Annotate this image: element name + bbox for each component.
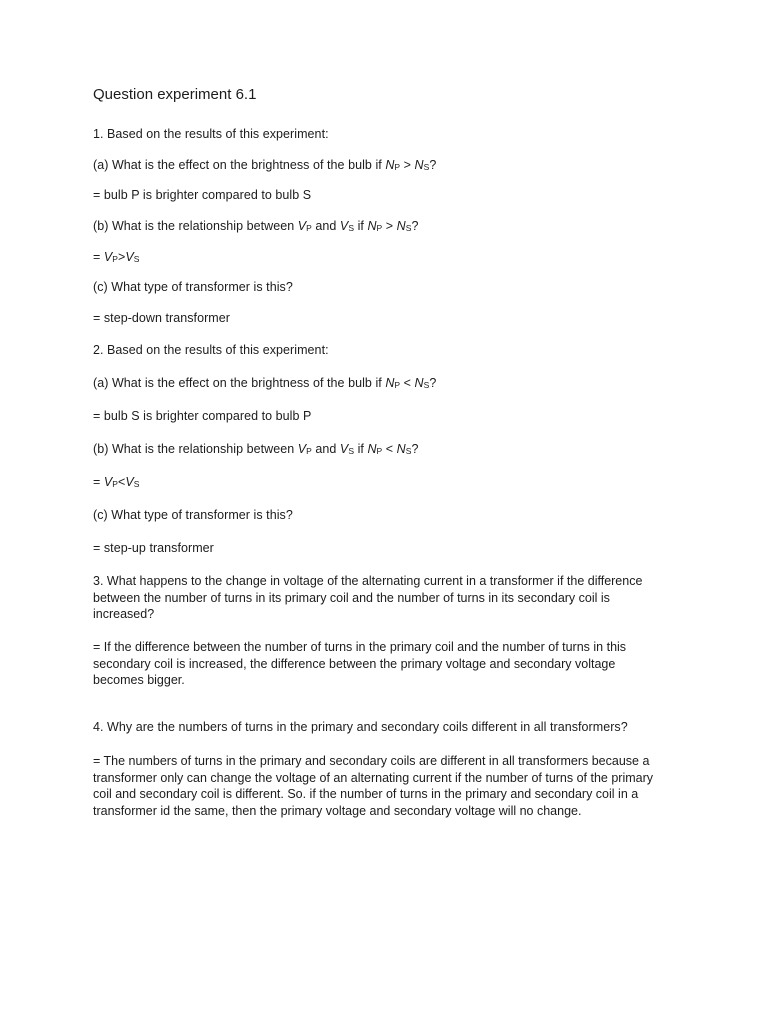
q1-b-answer: = $V_P>V_S$ <box>93 250 140 264</box>
q2-a-answer: = bulb S is brighter compared to bulb P <box>93 409 312 423</box>
q2-b-question: (b) What is the relationship between $V_P$ and $V_S$ if $N_P < N_S$? <box>93 442 419 456</box>
q1-intro: 1. Based on the results of this experiment: <box>93 127 329 141</box>
q3-question: 3. What happens to the change in voltage of the alternating current in a transformer if the difference between the number of turns in its primary coil and the number of turns in its secondary coil is increased? <box>93 574 643 621</box>
q4-answer: = The numbers of turns in the primary and secondary coils are different in all transformers because a transformer only can change the voltage of an alternating current if the number of turns of the primary coil and secondary coil is different. So. if the number of turns in the primary and secondary coil in a transformer id the same, then the primary voltage and secondary voltage will no change. <box>93 754 654 818</box>
q2-c-question: (c) What type of transformer is this? <box>93 508 293 522</box>
q4-question: 4. Why are the numbers of turns in the primary and secondary coils different in all transformers? <box>93 720 628 734</box>
q2-b-answer: = $V_P<V_S$ <box>93 475 140 489</box>
q2-intro: 2. Based on the results of this experiment: <box>93 343 329 357</box>
q1-c-answer: = step-down transformer <box>93 311 230 325</box>
q2-a-question: (a) What is the effect on the brightness of the bulb if $N_P < N_S$? <box>93 376 437 390</box>
q1-a-question: (a) What is the effect on the brightness of the bulb if $N_P > N_S$? <box>93 158 437 172</box>
q2-c-answer: = step-up transformer <box>93 541 214 555</box>
q3-answer: = If the difference between the number of turns in the primary coil and the number of turns in this secondary coil is increased, the difference between the primary voltage and secondary voltage becomes bigger. <box>93 640 627 687</box>
q1-b-question: (b) What is the relationship between $V_P$ and $V_S$ if $N_P > N_S$? <box>93 219 419 233</box>
document-title: Question experiment 6.1 <box>93 86 257 103</box>
q1-c-question: (c) What type of transformer is this? <box>93 280 293 294</box>
q1-a-answer: = bulb P is brighter compared to bulb S <box>93 188 312 202</box>
